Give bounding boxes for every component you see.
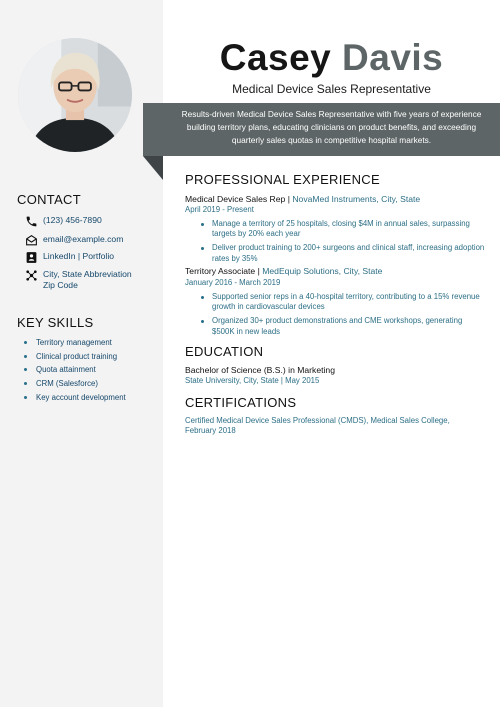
linkedin-text: LinkedIn | Portfolio bbox=[43, 251, 115, 261]
skill-item bbox=[24, 350, 126, 364]
contact-linkedin[interactable] bbox=[24, 250, 114, 264]
certifications-heading: CERTIFICATIONS bbox=[185, 395, 297, 410]
education-degree: Bachelor of Science (B.S.) in Marketing bbox=[185, 365, 335, 375]
contact-email[interactable] bbox=[24, 233, 123, 247]
skill-text: Quota attainment bbox=[36, 365, 96, 375]
skill-text: Clinical product training bbox=[36, 351, 118, 361]
certification-text: Certified Medical Device Sales Professional (CMDS), Medical Sales College, February 2018 bbox=[185, 416, 450, 436]
job-2-separator: | bbox=[255, 266, 263, 276]
bullet-text: Deliver product training to 200+ surgeons and clinical staff, increasing adoption rates by 35% bbox=[212, 243, 485, 263]
skills-list bbox=[24, 336, 126, 404]
skill-text: Territory management bbox=[36, 338, 112, 348]
summary-text: Results-driven Medical Device Sales Representative with five years of experience building territory plans, educating clinicians on product benefits, and exceeding quarterly sales quotas in competitive hospital markets. bbox=[181, 109, 482, 145]
education-heading: EDUCATION bbox=[185, 344, 264, 359]
location-line-2: Zip Code bbox=[43, 280, 78, 290]
bullet-item bbox=[201, 243, 486, 263]
job-2-bullets bbox=[201, 292, 486, 341]
skills-heading: KEY SKILLS bbox=[17, 315, 94, 330]
bullet-dot bbox=[201, 320, 204, 323]
bullet-dot bbox=[24, 368, 27, 371]
bullet-item bbox=[201, 219, 486, 239]
summary-band-fold bbox=[143, 156, 163, 180]
bullet-text: Supported senior reps in a 40-hospital territory, contributing to a 15% revenue growth in cardiovascular devices bbox=[212, 292, 480, 312]
job-2-title: Territory Associate bbox=[185, 266, 256, 276]
job-1-org: NovaMed Instruments, City, State bbox=[292, 194, 421, 204]
bullet-dot bbox=[201, 296, 204, 299]
skill-text: CRM (Salesforce) bbox=[36, 379, 98, 389]
bullet-dot bbox=[201, 247, 204, 250]
candidate-name bbox=[163, 36, 500, 80]
profile-photo bbox=[18, 38, 132, 152]
skill-item bbox=[24, 363, 126, 377]
phone-text: (123) 456-7890 bbox=[43, 215, 102, 225]
bullet-item bbox=[201, 292, 486, 312]
skill-item bbox=[24, 377, 126, 391]
bullet-dot bbox=[24, 355, 27, 358]
job-2-heading bbox=[185, 266, 382, 276]
experience-heading: PROFESSIONAL EXPERIENCE bbox=[185, 172, 380, 187]
contact-phone[interactable] bbox=[24, 214, 102, 228]
job-2-org: MedEquip Solutions, City, State bbox=[262, 266, 383, 276]
skill-item bbox=[24, 390, 126, 404]
job-1-dates: April 2019 - Present bbox=[185, 205, 254, 214]
phone-icon bbox=[24, 214, 38, 228]
location-text bbox=[43, 268, 132, 291]
email-icon bbox=[24, 233, 38, 247]
location-icon bbox=[24, 268, 38, 282]
job-1-separator: | bbox=[285, 194, 293, 204]
email-text: email@example.com bbox=[43, 234, 124, 244]
bullet-item bbox=[201, 316, 486, 336]
skill-text: Key account development bbox=[36, 392, 126, 402]
bullet-dot bbox=[24, 396, 27, 399]
bullet-text: Manage a territory of 25 hospitals, closing $4M in annual sales, surpassing targets by 20% each year bbox=[212, 219, 470, 239]
job-1-heading bbox=[185, 194, 420, 204]
bullet-dot bbox=[24, 382, 27, 385]
bullet-dot bbox=[24, 341, 27, 344]
first-name: Casey bbox=[219, 37, 332, 78]
education-school: State University, City, State | May 2015 bbox=[185, 376, 320, 385]
last-name: Davis bbox=[342, 37, 444, 78]
skill-item bbox=[24, 336, 126, 350]
bullet-text: Organized 30+ product demonstrations and CME workshops, generating $500K in new leads bbox=[212, 316, 463, 336]
linkedin-icon bbox=[24, 250, 38, 264]
contact-heading: CONTACT bbox=[17, 192, 81, 207]
bullet-dot bbox=[201, 223, 204, 226]
job-1-bullets bbox=[201, 219, 486, 268]
job-title: Medical Device Sales Representative bbox=[232, 82, 431, 96]
job-2-dates: January 2016 - March 2019 bbox=[185, 278, 281, 287]
job-1-title: Medical Device Sales Rep bbox=[185, 194, 286, 204]
contact-location bbox=[24, 268, 132, 291]
location-line-1: City, State Abbreviation bbox=[43, 269, 132, 279]
